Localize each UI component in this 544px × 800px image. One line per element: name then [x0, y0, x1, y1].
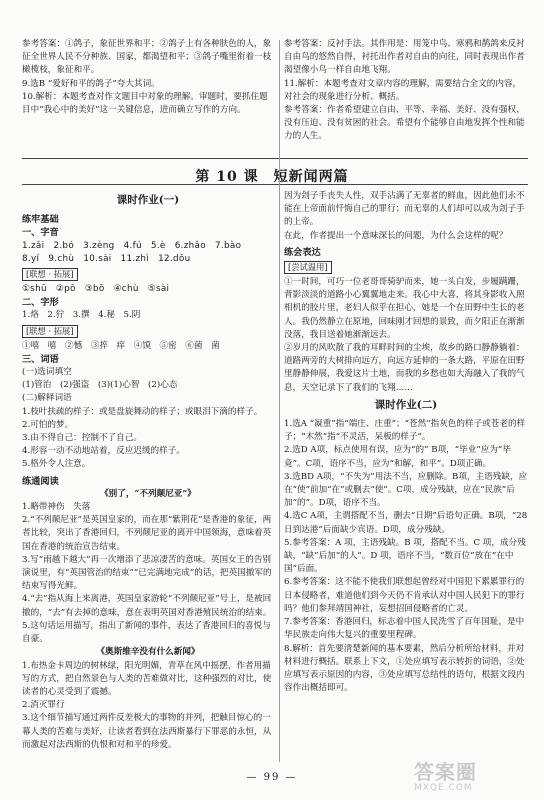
answer-item: 3.选BD A项，“不失为”用法不当，应删除。B项，主语残缺，应在“使”前加“在”或删去“使”。C项，成分残缺，应在“民族”后加“的”。D项，语序不当。 [284, 471, 528, 509]
answer-item: 因为刽子手丧失人性，双手沾满了无辜者的鲜血，因此他们永不能在上帝面前忏悔自己的罪行；而无辜的人们却可以成为刽子手的上帝。 [284, 191, 525, 228]
sub-heading: (二)解释词语 [22, 393, 72, 404]
top-left-para: 10.解析：本题考查对作文题目中对象的理解。审题时，要抓住题目中“我心中的美好”这一关键信息，进而确立写作的方向。 [22, 91, 268, 116]
answer-item: 1.枝叶扶疏的样子：或是盘旋舞动的样子；或眼泪下滴的样子。 [22, 406, 263, 417]
sub-heading: (一)选词填空 [22, 367, 72, 378]
answer-line: 1.烙 2.狞 3.撰 4.秘 5.阴 [22, 310, 141, 321]
answer-item: 5.参考答案：A 项，主语残缺。B 项，搭配不当。C 项，成分残缺，“缺”后加“的人”。D 项，语序不当，“数百位”放在“在中国”后面。 [284, 537, 526, 575]
writing-paragraph: ②岁月的风吹散了我的耳畔时间的尘埃，故乡的路口静静躺着：道路两旁的大树排向远方，向远方延伸的一条大路，平原在田野里静静伸展，我爱这片土地，而我的乡愁也如大海融入了我的气息，天空记录下了我们的飞翔…… [284, 343, 525, 393]
answer-item: 3.这个细节描写通过两件反差极大的事物的并列，把触目惊心的一幕人类的苦难与美好，让读者看到在法西斯暴行下罪恶的永恒，从而激起对法西斯的仇恨和对和平的珍爱。 [22, 713, 272, 750]
question-heading: 二、字形 [22, 297, 59, 309]
top-right-answers [284, 38, 528, 144]
watermark-logo: 答案圈 [414, 760, 477, 784]
section-divider [22, 184, 528, 185]
reading-title: 《奥斯维辛没有什么新闻》 [96, 647, 200, 658]
section-heading: 练牢基础 [22, 214, 59, 226]
extension-badge: [联想 · 拓展] [22, 268, 78, 281]
writing-paragraph: ①一时间，可巧一位老哥哥骑驴而来，她一头白发，步履蹒跚，背影淡淡的道路小心翼翼地走来。我心中大喜，将其身影收入照相机的胶片里，老妇人似乎在担心，她是一个在田野中生长的老人。我仍然静立在原地，回味刚才回想的景致，而夕阳正在渐渐没落，我目送着她渐渐远去。 [284, 277, 525, 340]
answer-item: 4.“去”指从海上来离港，英国皇家游轮“不列颠尼亚”号上，是被回撤的，“去”有去掉的意味，意在表明英国对香港殖民统治的结束。 [22, 594, 272, 618]
answer-item: 1.布热金卡周边的树林绿，阳光明媚，青草在风中摇摆，作者用描写的方式，把自然景色与人类的苦难做对比，这种强烈的对比，使读者的心灵受到了震撼。 [22, 660, 272, 697]
answer-item: 3.由不得自己：控制不了自己。 [22, 433, 142, 444]
homework-title: 课时作业(二) [374, 398, 438, 411]
answer-line: (1)管治 (2)强盗 (3)(1)心智 (2)心态 [22, 380, 178, 391]
column-divider [279, 40, 280, 762]
answer-item: 5.这句话运用描写，指出了新闻的事件，表达了香港回归的喜悦与自豪。 [22, 620, 271, 645]
question-heading: 一、字音 [22, 227, 59, 239]
answer-line: ①shū ②pō ③bō ④chù ⑤sài [22, 284, 170, 295]
top-left-para: 9.选B “爱好和平的鸽子”夸大其词。 [22, 78, 160, 89]
answer-item: 1.选A “凝重”指“端庄、庄重”；“苍然”指灰色的样子或苍老的样子；“木然”指“不灵活，呆板的样子”。 [284, 419, 526, 443]
answer-item: 7.参考答案：香港回归，标志着中国人民洗雪了百年国耻，是中华民族走向伟大复兴的重要里程碑。 [284, 617, 525, 641]
top-right-para: 参考答案：作者希望建立自由、平等、幸福、美好、没有强权、没有压迫、没有贫困的社会。希望有个能够自由地发挥个性和能力的人生。 [284, 105, 525, 142]
section-heading: 练会表达 [284, 246, 321, 258]
section-heading: 练通阅读 [22, 475, 59, 487]
question-heading: 三、词语 [22, 353, 59, 365]
answer-item: 4.选C A项，主谓搭配不当，删去“日期”后语句正确。B项，“28 日到达港”后面缺少宾语。D项，成分残缺。 [284, 511, 528, 535]
answer-item: 4.形容一动不动地站着，反应迟缓的样子。 [22, 446, 185, 457]
top-right-para: 11.解析：本题考查对文章内容的理解，需要结合全文的内容，对社会的现象进行分析、概括。 [284, 78, 522, 102]
practice-badge: [尝试温用] [284, 261, 332, 274]
page-number: — 99 — [246, 772, 298, 783]
right-column [284, 190, 528, 695]
watermark-url: MXQE.COM [414, 783, 473, 793]
answer-item: 2.“不列颠尼亚”是英国皇家的，而在那“紫荆花”是香港的象征，两者比较，突出了香港回归，不列颠尼亚的离开中国领海，意味着英国在香港的统治宣告结束。 [22, 515, 272, 552]
answer-item: 2.可怕的梦。 [22, 419, 74, 430]
answer-item: 2.消灭罪行 [22, 700, 65, 711]
top-left-para: 参考答案：①鸽子，象征世界和平；②鸽子上有各种肤色的人，象征全世界人民不分种族、国家，都渴望和平；③鸽子嘴里衔着一枝橄榄枝，象征和平。 [22, 39, 272, 76]
answer-line: 1.zǎi 2.bó 3.zèng 4.fú 5.è 6.zhǎo 7.bào [22, 240, 242, 251]
answer-line: ①嘻 嘻 ②憾 ③捽 痒 ④馍 ⑤密 ⑥菌 菌 [22, 340, 220, 351]
section-divider [22, 158, 528, 159]
answer-item: 8.解析：首先要清楚新闻的基本要素，然后分析所给材料，并对材料进行概括。联系上下文，①处应填写表示转折的词语，②处应填写表示原因的内容，③处应填写总结性的语句，根据文段内容作出概括即可。 [284, 643, 525, 694]
lesson-title: 第 10 课 短新闻两篇 [195, 169, 349, 185]
homework-title: 课时作业(一) [116, 194, 180, 206]
answer-item: 1.略带神伤 失落 [22, 502, 91, 513]
watermark [414, 756, 534, 794]
answer-item: 6.参考答案：这不能不使我们联想起曾经对中国犯下累累罪行的日本侵略者，难道他们到今天仍不肯承认对中国人民犯下的罪行吗？他们参拜靖国神社，妄想招回侵略者的亡灵。 [284, 577, 525, 614]
answer-item: 在此，作者提出一个意味深长的问题，为什么会这样的呢？ [284, 230, 508, 241]
answer-item: 3.写“雨越下越大”再一次增添了悲凉凄苦的意味。英国女王的告别演说里，有“英国管治的结束”“已完满地完成”的话，把英国撤军的结束写得光鲜。 [22, 554, 272, 592]
left-column [22, 190, 274, 752]
answer-item: 2.选D A项，标点使用有误，应为“的” B项，“毕业”应为“毕竟”。C项，语序不当，应为“和解，和平”。D项正确。 [284, 445, 511, 469]
answer-item: 5.格外令人注意。 [22, 459, 91, 470]
answer-line: 8.yí 9.chù 10.sài 11.zhì 12.dǒu [22, 253, 191, 264]
top-right-para: 参考答案：反衬手法。其作用是：用笼中鸟、寒鸦和鹊鸽来反衬自由鸟的悠然自得，衬托出作者对自由的向往，同时表现出作者渴望像小鸟一样自由地飞翔。 [284, 39, 525, 76]
extension-badge: [联想 · 拓展] [22, 325, 78, 338]
top-left-answers [22, 38, 274, 117]
reading-title: 《别了，“不列颠尼亚”》 [100, 488, 196, 499]
